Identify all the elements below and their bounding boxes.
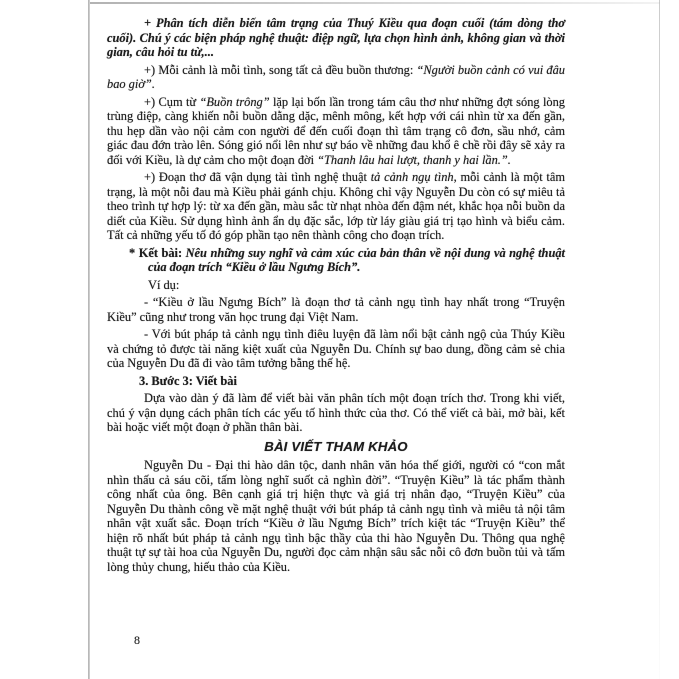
text-segment: Nguyễn Du - Đại thi hào dân tộc, danh nhân văn hóa thế giới, người có “con mắt nhìn thấu cả sáu cõi, tấm lòng nghĩ suốt cả nghìn đời”. “Truyện Kiều” là tác phẩm thành công nhất của ông. Bên cạnh giá trị hiện thực và giá trị nhân đạo, “Truyện Kiều” của Nguyễn Du thành công về mặt nghệ thuật với bút pháp tả cảnh ngụ tình và miêu tả nội tâm nhân vật xuất sắc. Đoạn trích “Kiều ở lầu Ngưng Bích” trích kiệt tác “Truyện Kiều” thể hiện rõ nhất bút pháp tả cảnh ngụ tình bậc thầy của thi hào Nguyễn Du. Thông qua nghệ thuật tự sự tài hoa của Nguyễn Du, người đọc cảm nhận sâu sắc nỗi cô đơn buồn tủi và tấm lòng thủy chung, hiếu thảo của Kiều. — [107, 458, 565, 574]
paragraph — [107, 458, 565, 574]
text-segment: Nêu những suy nghĩ và cảm xúc của bản thân về nội dung và nghệ thuật của đoạn trích “Kiều ở lầu Ngưng Bích”. — [148, 245, 565, 274]
page-edge-line-top — [90, 2, 660, 4]
paragraph — [107, 16, 565, 60]
text-segment: “Người buồn cảnh có vui đâu bao giờ”. — [107, 62, 566, 91]
page-edge-line-left — [88, 0, 90, 679]
paragraph — [107, 95, 565, 168]
reference-heading — [107, 440, 565, 455]
paragraph — [107, 63, 565, 92]
text-segment: BÀI VIẾT THAM KHẢO — [264, 438, 408, 454]
text-segment: 3. Bước 3: Viết bài — [139, 373, 237, 388]
text-segment: - Với bút pháp tả cảnh ngụ tình điêu luyện đã làm nổi bật cảnh ngộ của Thúy Kiều và chứng tỏ được tài năng kiệt xuất của Nguyễn Du. Chính sự bao dung, đồng cảm sẻ chia của Nguyễn Du đã đi vào tâm tưởng bằng thế hệ. — [107, 327, 565, 370]
text-segment: + Phân tích diễn biến tâm trạng của Thuý Kiều qua đoạn cuối (tám dòng thơ cuối). Chú ý các biện pháp nghệ thuật: điệp ngữ, lựa chọn hình ảnh, không gian và thời gian, câu hỏi tu từ,... — [107, 16, 565, 59]
text-segment: +) Đoạn thơ đã vận dụng tài tình nghệ thuật — [144, 170, 371, 184]
text-segment: tả cảnh ngụ tình — [370, 170, 454, 184]
paragraph — [107, 170, 565, 243]
text-segment: lặp lại bốn lần trong tám câu thơ như những đợt sóng lòng trùng điệp, càng khiến nỗi buồn dằng dặc, mênh mông, kết hợp với cái nhìn từ xa đến gần, thu hẹp dần vào nội cảm con người để đến cuối đoạn thì tâm trạng cô đơn, sầu nhớ, cảm giác đau đớn trào lên. Sóng gió nổi lên như sự báo về những đau khổ ê chề rồi đây sẽ xảy ra đối với Kiều, là dự cảm cho một đoạn đời — [107, 94, 565, 167]
text-segment: +) Mỗi cảnh là mỗi tình, song tất cả đều buồn thương: — [144, 62, 417, 77]
paragraph — [107, 278, 565, 293]
text-segment: “Buồn trông” — [199, 94, 270, 109]
paragraph — [107, 391, 565, 435]
document-body — [107, 16, 565, 577]
paragraph — [107, 374, 565, 389]
text-segment: - “Kiều ở lầu Ngưng Bích” là đoạn thơ tả cảnh ngụ tình hay nhất trong “Truyện Kiều” cũng như trong văn học trung đại Việt Nam. — [107, 295, 565, 324]
page-edge-line-right — [659, 0, 660, 679]
text-segment: * Kết bài: — [129, 245, 186, 260]
text-segment: +) Cụm từ — [144, 94, 200, 109]
text-segment: Dựa vào dàn ý đã làm để viết bài văn phân tích một đoạn trích thơ. Trong khi viết, chú ý vận dụng cách phân tích các yếu tố hình thức của thơ. Có thể viết cả bài, mở bài, kết bài hoặc viết một đoạn ở phần thân bài. — [107, 391, 565, 434]
text-segment: “Thanh lâu hai lượt, thanh y hai lần.”. — [317, 152, 511, 167]
text-segment: Ví dụ: — [148, 277, 180, 292]
paragraph — [107, 295, 565, 324]
paragraph — [107, 327, 565, 371]
text-segment: , mỗi cảnh là một tâm trạng, là một nỗi đau mà Kiều phải gánh chịu. Không chỉ vậy Nguyễn Du còn có sự miêu tả theo trình tự hợp lý: từ xa đến gần, màu sắc từ nhạt nhòa đến đậm nét, khắc họa nỗi buồn da diết của Kiều. Sử dụng hình ảnh ẩn dụ đặc sắc, lớp từ láy giàu giá trị tạo hình và biểu cảm. Tất cả những yếu tố đó góp phần tạo nên thành công cho đoạn trích. — [107, 170, 565, 242]
paragraph — [129, 245, 565, 275]
page-number: 8 — [134, 633, 140, 647]
